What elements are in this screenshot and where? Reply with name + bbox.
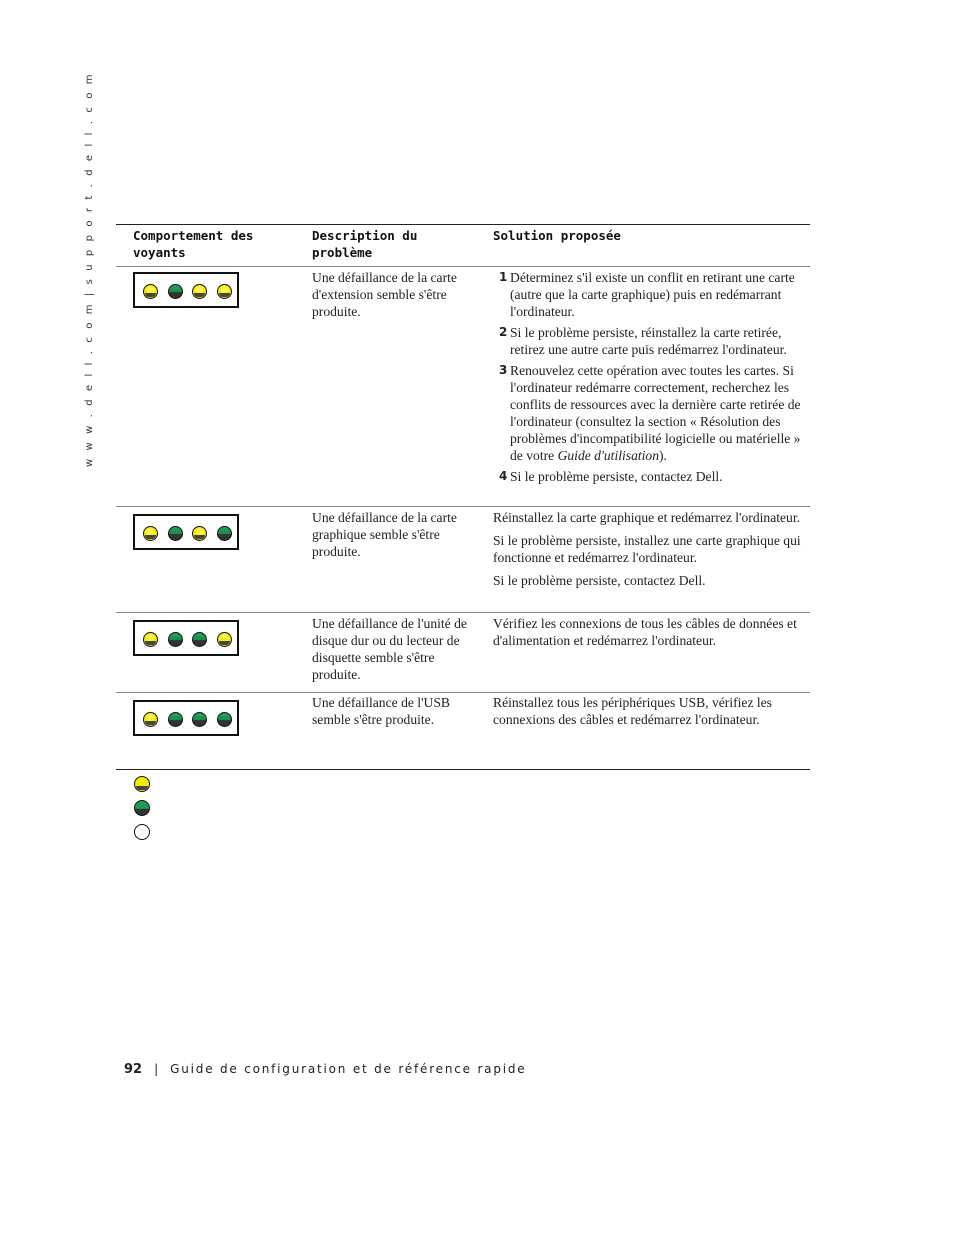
led-indicator <box>143 284 158 299</box>
step-text-end: ). <box>659 448 667 463</box>
led-pattern-row-3 <box>133 620 239 656</box>
solution-paragraph: Réinstallez la carte graphique et redémarrez l'ordinateur. <box>493 510 801 525</box>
footer-separator: | <box>154 1062 159 1076</box>
row-4-description: Une défaillance de l'USB semble s'être produite. <box>312 695 450 727</box>
led-indicator <box>168 284 183 299</box>
led-indicator <box>192 712 207 727</box>
step-number: 2 <box>499 325 508 339</box>
row-2-solution <box>493 509 811 595</box>
row-1-description: Une défaillance de la carte d'extension semble s'être produite. <box>312 270 457 319</box>
table-top-rule <box>116 224 810 225</box>
header-bottom-rule <box>116 266 810 267</box>
led-indicator <box>168 632 183 647</box>
solution-paragraph: Si le problème persiste, installez une carte graphique qui fonctionne et redémarrez l'ordinateur. <box>493 533 801 565</box>
led-indicator <box>192 526 207 541</box>
header-proposed-solution: Solution proposée <box>493 228 621 243</box>
led-indicator <box>168 712 183 727</box>
row-1-solution <box>493 269 811 489</box>
side-url-text: w w w . d e l l . c o m | s u p p o r t . d e l l . c o m <box>84 71 95 467</box>
step-number: 1 <box>499 270 508 284</box>
led-indicator <box>217 712 232 727</box>
led-indicator <box>192 284 207 299</box>
legend-off-led-icon <box>134 824 150 840</box>
step-number: 3 <box>499 363 508 377</box>
page-footer <box>124 1062 527 1077</box>
led-pattern-row-4 <box>133 700 239 736</box>
table-bottom-rule <box>116 769 810 770</box>
step-number: 4 <box>499 469 508 483</box>
header-led-behavior: Comportement des voyants <box>133 228 254 260</box>
led-indicator <box>143 712 158 727</box>
solution-step <box>493 362 811 464</box>
led-indicator <box>192 632 207 647</box>
solution-paragraph: Si le problème persiste, contactez Dell. <box>493 573 706 588</box>
header-problem-description: Description du problème <box>312 228 418 260</box>
solution-paragraph: Vérifiez les connexions de tous les câbles de données et d'alimentation et redémarrez l'ordinateur. <box>493 616 797 648</box>
row-4-solution <box>493 694 811 734</box>
row-divider <box>116 506 810 507</box>
row-3-solution <box>493 615 811 655</box>
led-indicator <box>143 632 158 647</box>
led-pattern-row-2 <box>133 514 239 550</box>
row-divider <box>116 692 810 693</box>
led-indicator <box>217 632 232 647</box>
guide-reference: Guide d'utilisation <box>557 448 660 463</box>
step-text: Si le problème persiste, contactez Dell. <box>510 469 723 484</box>
legend-amber-led-icon <box>134 776 150 792</box>
row-divider <box>116 612 810 613</box>
led-pattern-row-1 <box>133 272 239 308</box>
row-2-description: Une défaillance de la carte graphique semble s'être produite. <box>312 510 457 559</box>
legend-green-led-icon <box>134 800 150 816</box>
footer-title: Guide de configuration et de référence rapide <box>170 1062 527 1076</box>
led-indicator <box>217 526 232 541</box>
row-3-description: Une défaillance de l'unité de disque dur ou du lecteur de disquette semble s'être produite. <box>312 616 467 682</box>
step-text: Déterminez s'il existe un conflit en retirant une carte (autre que la carte graphique) puis en redémarrant l'ordinateur. <box>510 270 795 319</box>
step-text: Si le problème persiste, réinstallez la carte retirée, retirez une autre carte puis redémarrez l'ordinateur. <box>510 325 787 357</box>
solution-paragraph: Réinstallez tous les périphériques USB, vérifiez les connexions des câbles et redémarrez l'ordinateur. <box>493 695 772 727</box>
solution-step <box>493 468 811 485</box>
solution-step <box>493 324 811 358</box>
led-indicator <box>143 526 158 541</box>
solution-step <box>493 269 811 320</box>
page-number: 92 <box>124 1062 143 1077</box>
step-text: Renouvelez cette opération avec toutes les cartes. Si l'ordinateur redémarre correctement, recherchez les conflits de ressources avec la dernière carte retirée de l'ordinateur (consultez la section « Résolution des problèmes d'incompatibilité logicielle ou matérielle » de votre <box>510 363 801 463</box>
led-indicator <box>168 526 183 541</box>
led-indicator <box>217 284 232 299</box>
